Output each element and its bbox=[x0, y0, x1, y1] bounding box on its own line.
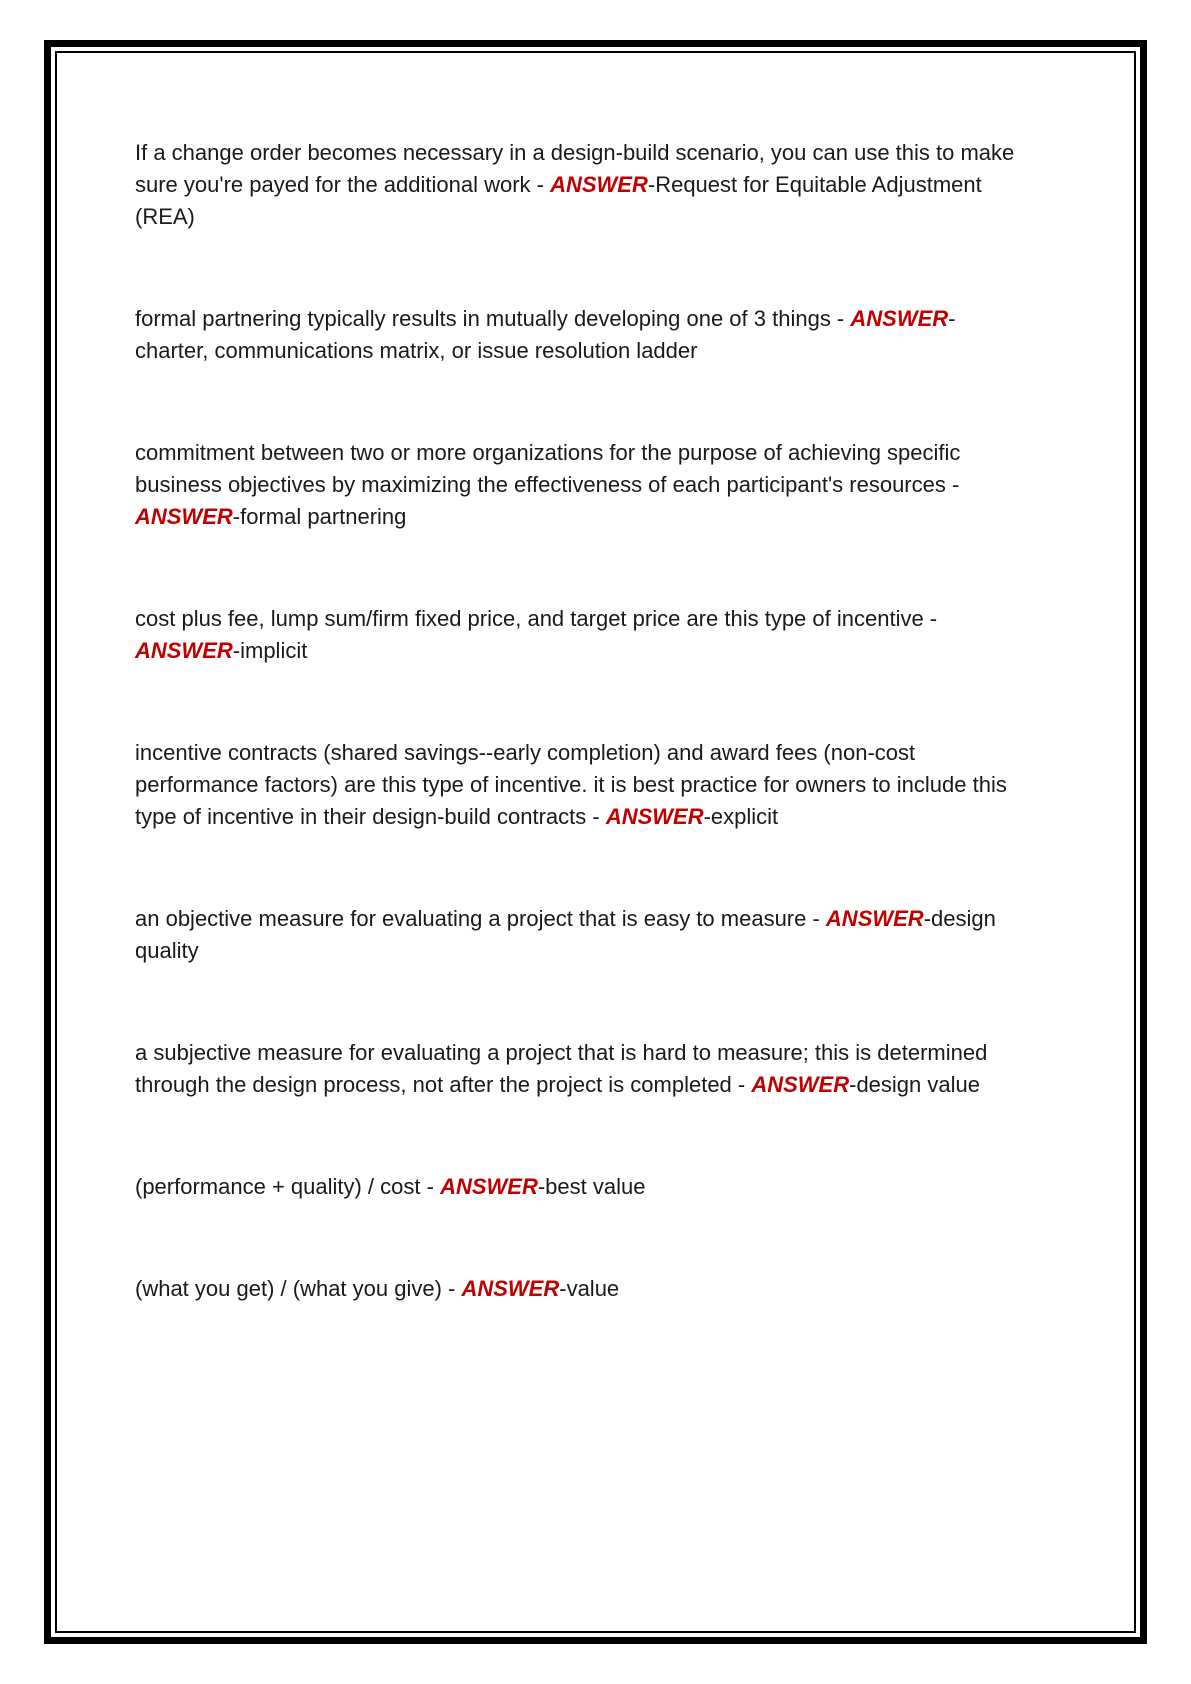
question-text: cost plus fee, lump sum/firm fixed price, and target price are this type of incentive - bbox=[135, 606, 938, 631]
qa-item bbox=[135, 737, 1016, 833]
answer-text: -implicit bbox=[232, 638, 308, 663]
answer-label: ANSWER bbox=[850, 306, 949, 331]
question-text: an objective measure for evaluating a project that is easy to measure - bbox=[135, 906, 826, 931]
question-text: If a change order becomes necessary in a design-build scenario, you can use this to make sure you're payed for the additional work - bbox=[135, 140, 1015, 197]
question-text: (performance + quality) / cost - bbox=[135, 1174, 441, 1199]
qa-item bbox=[135, 1037, 1016, 1101]
answer-label: ANSWER bbox=[461, 1276, 560, 1301]
qa-item bbox=[135, 303, 1016, 367]
answer-label: ANSWER bbox=[825, 906, 924, 931]
qa-item bbox=[135, 603, 1016, 667]
answer-label: ANSWER bbox=[605, 804, 704, 829]
answer-label: ANSWER bbox=[135, 638, 233, 663]
answer-label: ANSWER bbox=[440, 1174, 538, 1199]
qa-item bbox=[135, 1273, 1016, 1305]
question-text: a subjective measure for evaluating a project that is hard to measure; this is determined through the design process, not after the project is completed - bbox=[135, 1040, 988, 1097]
answer-text: -Request for Equitable Adjustment (REA) bbox=[135, 172, 982, 229]
qa-item bbox=[135, 137, 1016, 233]
answer-text: -formal partnering bbox=[232, 504, 407, 529]
page-border-outer bbox=[44, 40, 1147, 1644]
answer-label: ANSWER bbox=[751, 1072, 850, 1097]
answer-label: ANSWER bbox=[135, 504, 233, 529]
answer-text: -explicit bbox=[703, 804, 779, 829]
document-content bbox=[135, 137, 1016, 1305]
qa-item bbox=[135, 903, 1016, 967]
answer-text: -design quality bbox=[135, 906, 996, 963]
question-text: commitment between two or more organizations for the purpose of achieving specific business objectives by maximizing the effectiveness of each participant's resources - bbox=[135, 440, 961, 497]
answer-text: -design value bbox=[849, 1072, 980, 1097]
question-text: formal partnering typically results in mutually developing one of 3 things - bbox=[135, 306, 851, 331]
question-text: incentive contracts (shared savings--early completion) and award fees (non-cost performance factors) are this type of incentive. it is best practice for owners to include this type of incentive in their design-build contracts - bbox=[135, 740, 1007, 829]
answer-text: -best value bbox=[537, 1174, 646, 1199]
qa-item bbox=[135, 1171, 1016, 1203]
answer-text: -value bbox=[559, 1276, 620, 1301]
answer-label: ANSWER bbox=[550, 172, 648, 197]
qa-item bbox=[135, 437, 1016, 533]
question-text: (what you get) / (what you give) - bbox=[135, 1276, 462, 1301]
page-border-inner bbox=[55, 51, 1136, 1633]
answer-text: -charter, communications matrix, or issue resolution ladder bbox=[135, 306, 956, 363]
